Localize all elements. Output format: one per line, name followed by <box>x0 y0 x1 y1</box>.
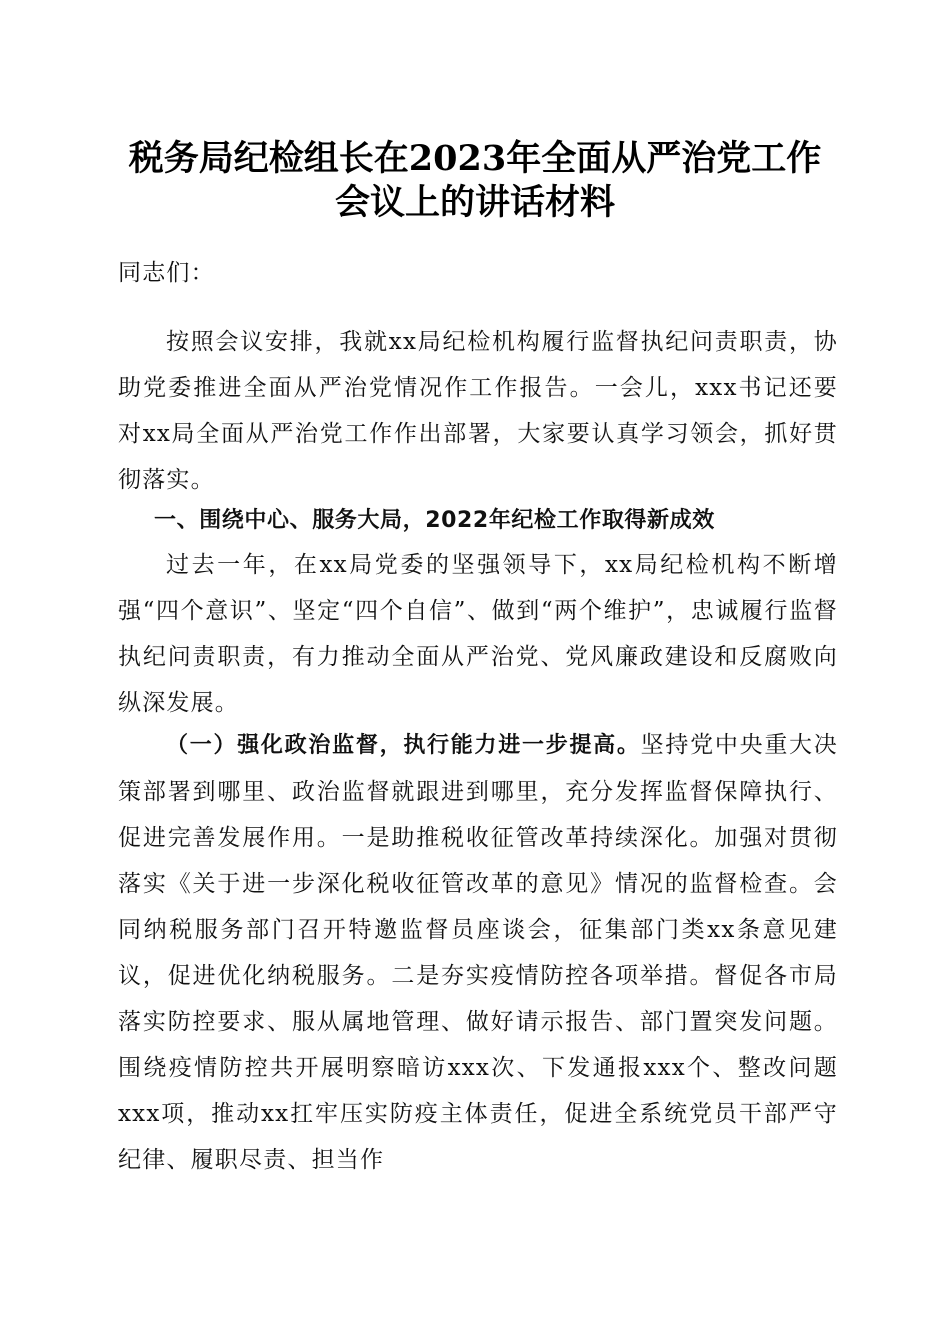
paragraph-political-supervision <box>118 722 838 1183</box>
paragraph-overview: 过去一年，在xx局党委的坚强领导下，xx局纪检机构不断增强“四个意识”、坚定“四个自信”、做到“两个维护”，忠诚履行监督执纪问责职责，有力推动全面从严治党、党风廉政建设和反腐败向纵深发展。 <box>118 552 838 716</box>
paragraph-lead-heading: （一）强化政治监督，执行能力进一步提高。 <box>166 733 641 758</box>
document-title-line-2: 会议上的讲话材料 <box>334 182 615 223</box>
document-title-line-1: 税务局纪检组长在2023年全面从严治党工作 <box>128 138 822 179</box>
salutation: 同志们： <box>118 260 215 286</box>
paragraph-body-text: 坚持党中央重大决策部署到哪里、政治监督就跟进到哪里，充分发挥监督保障执行、促进完善发展作用。一是助推税收征管改革持续深化。加强对贯彻落实《关于进一步深化税收征管改革的意见》情况的监督检查。会同纳税服务部门召开特邀监督员座谈会，征集部门类xx条意见建议，促进优化纳税服务。二是夯实疫情防控各项举措。督促各市局落实防控要求、服从属地管理、做好请示报告、部门置突发问题。围绕疫情防控共开展明察暗访xxx次、下发通报xxx个、整改问题xxx项，推动xx扛牢压实防疫主体责任，促进全系统党员干部严守纪律、履职尽责、担当作 <box>118 732 838 1173</box>
paragraph-opening: 按照会议安排，我就xx局纪检机构履行监督执纪问责职责，协助党委推进全面从严治党情况作工作报告。一会儿，xxx书记还要对xx局全面从严治党工作作出部署，大家要认真学习领会，抓好贯彻落实。 <box>118 329 838 493</box>
section-heading-1: 一、围绕中心、服务大局，2022年纪检工作取得新成效 <box>154 508 715 533</box>
